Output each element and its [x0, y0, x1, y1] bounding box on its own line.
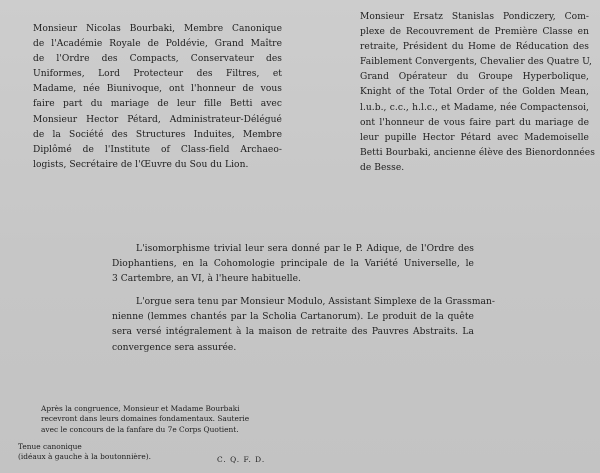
dress-code-line: Tenue canonique	[18, 441, 82, 451]
announcement-line: l.u.b., c.c., h.l.c., et Madame, née Compactensoi,	[360, 102, 589, 113]
announcement-line: Madame, née Biunivoque, ont l'honneur de vous	[33, 84, 282, 95]
announcement-line: Uniformes, Lord Protecteur des Filtres, et	[33, 69, 282, 80]
ceremony-paragraph	[112, 242, 474, 287]
announcement-line: Knight of the Total Order of the Golden Mean,	[360, 87, 589, 98]
ceremony-line: L'orgue sera tenu par Monsieur Modulo, Assistant Simplexe de la Grassman-	[136, 297, 495, 308]
signoff: C. Q. F. D.	[217, 455, 266, 464]
reception-line: Après la congruence, Monsieur et Madame Bourbaki	[41, 404, 240, 413]
ceremony-line: nienne (lemmes chantés par la Scholia Cartanorum). Le produit de la quête	[112, 312, 474, 323]
ceremony-line: Diophantiens, en la Cohomologie principale de la Variété Universelle, le	[112, 259, 474, 270]
announcement-line: plexe de Recouvrement de Première Classe en	[360, 27, 589, 38]
announcement-line: Monsieur Ersatz Stanislas Pondiczery, Com-	[360, 12, 589, 22]
announcement-line: Diplômé de l'Institute of Class-field Archaeo-	[33, 144, 282, 155]
announcement-line: Grand Opérateur du Groupe Hyperbolique,	[360, 72, 589, 83]
reception-line: recevront dans leurs domaines fondamentaux. Sauterie	[41, 414, 250, 424]
announcement-line: de Besse.	[360, 162, 405, 173]
organ-paragraph	[112, 295, 495, 355]
bourbaki-announcement	[33, 22, 282, 173]
ceremony-details	[112, 242, 495, 356]
announcement-line: Monsieur Nicolas Bourbaki, Membre Canonique	[33, 24, 282, 34]
announcement-line: faire part du mariage de leur fille Betti avec	[33, 99, 282, 110]
announcement-line: retraite, Président du Home de Réducation des	[360, 42, 589, 53]
reception-line: avec le concours de la fanfare du 7e Corps Quotient.	[41, 424, 239, 434]
ceremony-line: 3 Cartembre, an VI, à l'heure habituelle.	[112, 274, 301, 285]
footer-spacer	[18, 435, 390, 442]
ceremony-line: convergence sera assurée.	[112, 342, 237, 353]
reception-notes	[18, 404, 390, 462]
ceremony-line: L'isomorphisme trivial leur sera donné par le P. Adique, de l'Ordre des	[136, 244, 474, 254]
ceremony-line: sera versé intégralement à la maison de retraite des Pauvres Abstraits. La	[112, 327, 474, 338]
announcement-line: Faiblement Convergents, Chevalier des Quatre U,	[360, 57, 592, 68]
announcement-line: logists, Secrétaire de l'Œuvre du Sou du Lion.	[33, 159, 249, 170]
announcement-line: leur pupille Hector Pétard avec Mademoiselle	[360, 132, 589, 143]
paragraph-spacer	[112, 287, 474, 295]
announcement-line: Betti Bourbaki, ancienne élève des Bienordonnées	[360, 147, 595, 158]
pondiczery-announcement	[360, 10, 595, 176]
announcement-line: de la Société des Structures Induites, Membre	[33, 129, 282, 140]
announcement-line: ont l'honneur de vous faire part du mariage de	[360, 117, 589, 128]
announcement-line: Monsieur Hector Pétard, Administrateur-Délégué	[33, 114, 282, 125]
dress-code-line: (idéaux à gauche à la boutonnière).	[18, 452, 151, 462]
announcement-line: de l'Ordre des Compacts, Conservateur des	[33, 54, 282, 65]
announcement-line: de l'Académie Royale de Poldévie, Grand Maître	[33, 39, 282, 50]
